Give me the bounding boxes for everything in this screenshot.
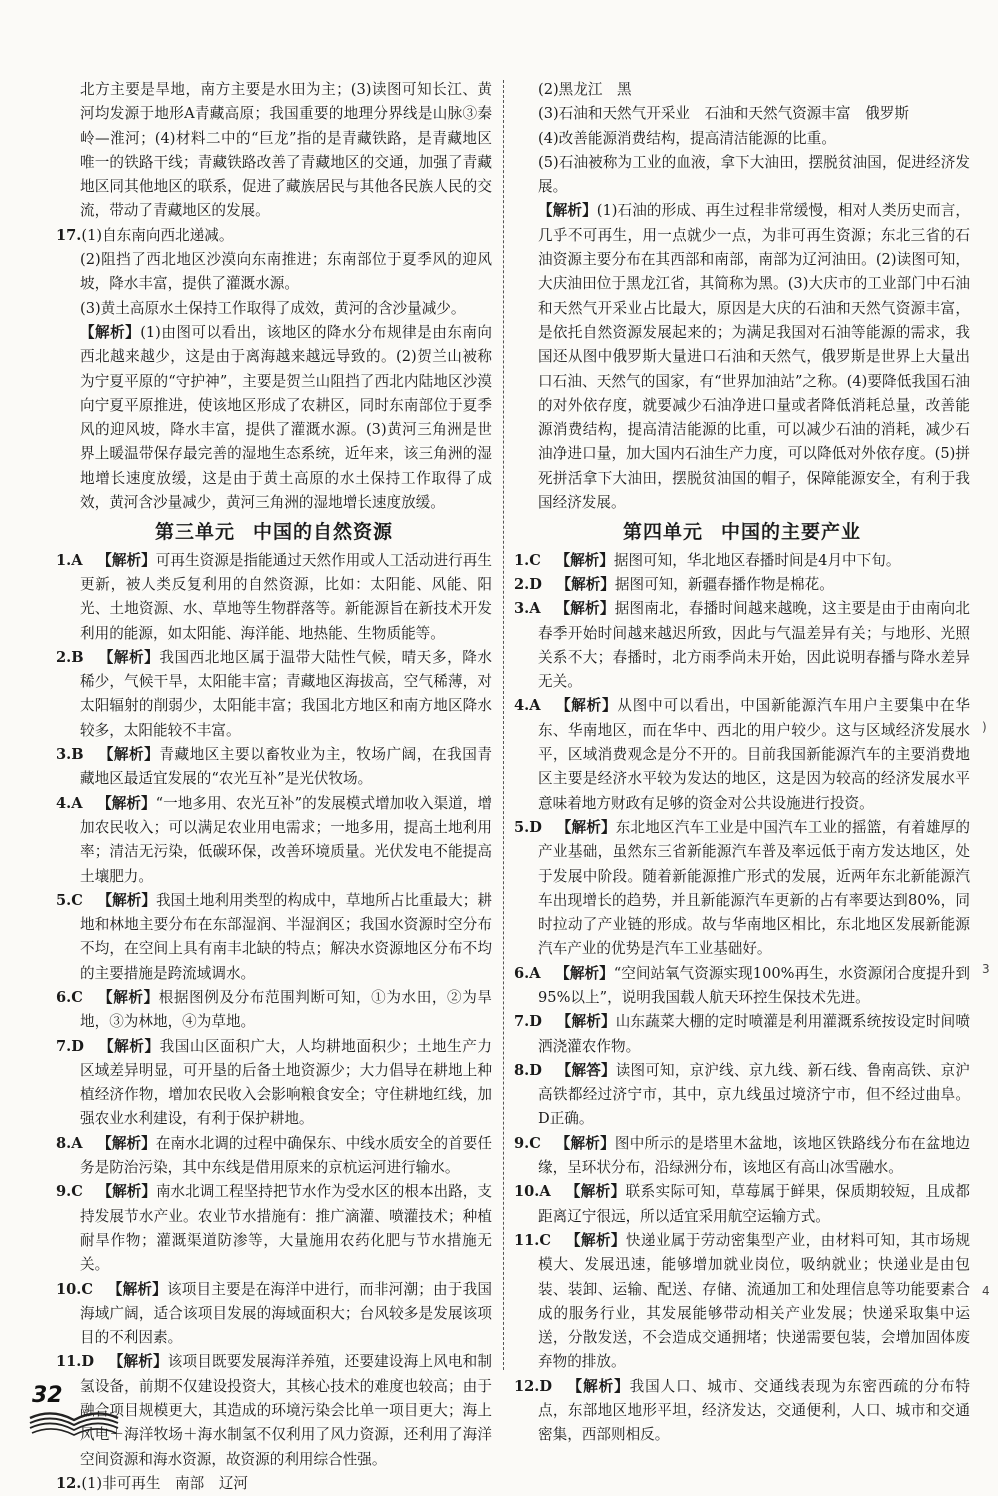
- answer-letter: A: [529, 697, 541, 715]
- item-text: “一地多用、农光互补”的发展模式增加收入渠道，增加农民收入；可以满足农业用电需求；一地多用，提高土地利用率；清洁无污染，低碳环保，改善环境质量。光伏发电不能提高土壤肥力。: [80, 794, 492, 885]
- item-text: 联系实际可知，草莓属于鲜果，保质期较短，且成都距离辽宁很远，所以适宜采用航空运输方式。: [538, 1183, 970, 1225]
- item-text: (1)非可再生 南部 辽河: [81, 1474, 249, 1492]
- question-number: 10.: [56, 1280, 82, 1298]
- item-text: (2)阻挡了西北地区沙漠向东南推进；东南部位于夏季风的迎风坡，降水丰富，提供了灌溉水源。: [80, 251, 492, 293]
- item-text: 从图中可以看出，中国新能源汽车用户主要集中在华东、华南地区，而在华中、西北的用户较少。这与区域经济发展水平，区域消费观念是分不开的。目前我国新能源汽车的主要消费地区主要是经济水平较为发达的地区，这是因为较高的经济发展水平意味着地方财政有足够的资金对公共设施进行投资。: [538, 697, 970, 812]
- edge-mark: 4: [982, 1284, 990, 1298]
- item-text: (1)由图可以看出，该地区的降水分布规律是由东南向西北越来越少，这是由于离海越来越远导致的。(2)贺兰山被称为宁夏平原的“守护神”，主要是贺兰山阻挡了西北内陆地区沙漠向宁夏平原推进，使该地区形成了农耕区，同时东南部位于夏季风的迎风坡，降水丰富，提供了灌溉水源。(3)黄河三角洲是世界上暖温带保存最完善的湿地生态系统，近年来，该三角洲的湿地增长速度放缓，这是由于黄土高原的水土保持工作取得了成效，黄河含沙量减少，黄河三角洲的湿地增长速度放缓。: [80, 323, 492, 512]
- analysis-tag: 【解析】: [565, 1183, 626, 1201]
- item-text: (2)黑龙江 黑: [538, 81, 632, 98]
- question-number: 10.: [514, 1183, 540, 1201]
- answer-letter: A: [71, 1134, 83, 1152]
- answer-item: [514, 1010, 970, 1059]
- item-text: 南水北调工程坚持把节水作为受水区的根本出路，支持发展节水产业。农业节水措施有：推广滴灌、喷灌技术；种植耐旱作物；灌溉渠道防渗等，大量施用农药化肥与节水措施无关。: [80, 1183, 492, 1274]
- answer-letter: B: [71, 648, 84, 666]
- answer-letter: A: [71, 794, 83, 812]
- unit-heading: [514, 520, 970, 544]
- answer-item: [56, 1132, 492, 1181]
- answer-item: [514, 78, 970, 102]
- analysis-tag: 【解析】: [97, 1134, 156, 1152]
- answer-letter: D: [529, 1061, 542, 1079]
- item-text: 我国土地利用类型的构成中，草地所占比重最大；耕地和林地主要分布在东部湿润、半湿润区；我国水资源时空分布不均，在空间上具有南丰北缺的特点；解决水资源地区分布不均的主要措施是跨流域调水。: [80, 891, 492, 982]
- answer-letter: B: [71, 746, 84, 764]
- question-number: 5.: [514, 818, 530, 836]
- unit-label: 第四单元: [622, 521, 703, 544]
- analysis-tag: 【解析】: [97, 794, 156, 812]
- answer-item: [56, 78, 492, 224]
- answer-item: [56, 248, 492, 297]
- unit-label: 第三单元: [154, 521, 235, 544]
- item-text: 我国人口、城市、交通线表现为东密西疏的分布特点，东部地区地形平坦，经济发达，交通便利，人口、城市和交通密集，西部则相反。: [538, 1377, 970, 1444]
- analysis-tag: 【解析】: [98, 648, 160, 666]
- question-number: 9.: [514, 1134, 530, 1152]
- item-text: 读图可知，京沪线、京九线、新石线、鲁南高铁、京沪高铁都经过济宁市，其中，京九线虽过境济宁市，但不经过曲阜。D正确。: [538, 1061, 970, 1128]
- question-number: 3.: [56, 746, 72, 764]
- analysis-tag: 【解析】: [556, 1013, 616, 1031]
- answer-letter: A: [539, 1183, 551, 1201]
- answer-letter: D: [81, 1353, 95, 1371]
- answer-item: [56, 986, 492, 1035]
- analysis-tag: 【解析】: [538, 202, 597, 220]
- unit-heading: [56, 520, 492, 544]
- answer-letter: C: [529, 551, 541, 569]
- answer-letter: D: [529, 1013, 542, 1031]
- analysis-tag: 【解析】: [108, 1353, 168, 1371]
- analysis-tag: 【解析】: [556, 575, 615, 593]
- analysis-tag: 【解析】: [555, 1134, 615, 1152]
- answer-letter: A: [71, 551, 83, 569]
- item-text: 该项目既要发展海洋养殖，还要建设海上风电和制氢设备，前期不仅建设投资大，其核心技术的难度也较高；由于融合项目规模更大，其造成的环境污染会比单一项目更大；海上风电＋海洋牧场＋海水制氢不仅利用了风力资源，还利用了海洋空间资源和海水资源，故资源的利用综合性强。: [80, 1353, 492, 1468]
- item-text: 根据图例及分布范围判断可知，①为水田，②为旱地，③为林地，④为草地。: [80, 988, 492, 1031]
- question-number: 6.: [514, 964, 530, 982]
- answer-letter: A: [529, 964, 541, 982]
- item-text: (1)石油的形成、再生过程非常缓慢，相对人类历史而言，几乎不可再生，用一点就少一点，为非可再生资源；东北三省的石油资源主要分布在其西部和南部，南部为辽河油田。(2)读图可知，大庆油田位于黑龙江省，其简称为黑。(3)大庆市的工业部门中石油和天然气开采业占比最大，原因是大庆的石油和天然气资源丰富，是依托自然资源发展起来的；为满足我国对石油等能源的需求，我国还从图中俄罗斯大量进口石油和天然气，俄罗斯是世界上大量出口石油、天然气的国家，有“世界加油站”之称。(4)要降低我国石油的对外依存度，就要减少石油净进口量或者降低消耗总量，改善能源消费结构，提高清洁能源的比重，可以减少石油的消耗，减少石油净进口量，加大国内石油生产力度，可以降低对外依存度。(5)拼死拼活拿下大油田，摆脱贫油国的帽子，保障能源安全，有利于我国经济发展。: [538, 202, 970, 512]
- analysis-tag: 【解析】: [97, 551, 156, 569]
- question-number: 7.: [56, 1037, 72, 1055]
- answer-letter: D: [529, 575, 542, 593]
- answer-letter: A: [529, 600, 541, 618]
- open-book-icon: [26, 1408, 122, 1438]
- right-column: [514, 78, 970, 1448]
- answer-item: [56, 297, 492, 321]
- question-number: 5.: [56, 891, 72, 909]
- analysis-tag: 【解析】: [97, 988, 159, 1006]
- answer-letter: D: [529, 818, 542, 836]
- unit-title: 中国的主要产业: [721, 521, 862, 544]
- question-number: 8.: [56, 1134, 72, 1152]
- item-text: 北方主要是旱地，南方主要是水田为主；(3)读图可知长江、黄河均发源于地形A青藏高原；我国重要的地理分界线是山脉③秦岭—淮河；(4)材料二中的“巨龙”指的是青藏铁路，是青藏地区唯一的铁路干线；青藏铁路改善了青藏地区的交通，加强了青藏地区同其他地区的联系，促进了藏族居民与其他各民族人民的交流，带动了青藏地区的发展。: [80, 81, 492, 220]
- answer-item: [514, 1180, 970, 1229]
- analysis-tag: 【解析】: [107, 1280, 167, 1298]
- answer-item: [56, 792, 492, 889]
- answer-item: [56, 549, 492, 646]
- left-column: [56, 78, 492, 1496]
- answer-item: [514, 1059, 970, 1132]
- answer-letter: C: [71, 988, 83, 1006]
- answer-item: [514, 1132, 970, 1181]
- item-text: 据图可知，新疆春播作物是棉花。: [614, 575, 834, 593]
- analysis-tag: 【解析】: [97, 891, 156, 909]
- question-number: 6.: [56, 988, 72, 1006]
- question-number: 11.: [56, 1353, 82, 1371]
- question-number: 11.: [514, 1231, 540, 1249]
- question-number: 8.: [514, 1061, 530, 1079]
- item-text: 我国西北地区属于温带大陆性气候，晴天多，降水稀少，气候干旱，太阳能丰富；青藏地区海拔高，空气稀薄，对太阳辐射的削弱少，太阳能丰富；我国北方地区和南方地区降水较多，太阳能较不丰富。: [80, 648, 492, 739]
- answer-item: [514, 127, 970, 151]
- answer-letter: C: [539, 1231, 552, 1249]
- answer-item: [56, 1180, 492, 1277]
- answer-item: [514, 816, 970, 962]
- analysis-tag: 【解析】: [556, 818, 616, 836]
- item-text: 快递业属于劳动密集型产业，由材料可知，其市场规模大、发展迅速，能够增加就业岗位，吸纳就业；快递业是由包装、装卸、运输、配送、存储、流通加工和处理信息等功能要素合成的服务行业，其发展能够带动相关产业发展；快递采取集中运送，分散发送，不会造成交通拥堵；快递需要包装，会增加固体废弃物的排放。: [538, 1231, 970, 1371]
- answer-item: [56, 743, 492, 792]
- answer-letter: C: [81, 1280, 94, 1298]
- analysis-tag: 【解析】: [565, 1231, 626, 1249]
- answer-item: [514, 573, 970, 597]
- column-divider: [503, 80, 504, 1370]
- answer-item: [56, 646, 492, 743]
- item-text: 东北地区汽车工业是中国汽车工业的摇篮，有着雄厚的产业基础，虽然东三省新能源汽车普及率远低于南方发达地区，处于发展中阶段。随着新能源推广形式的发展，近两年东北新能源汽车出现增长的趋势，并且新能源汽车更新的占有率要达到80%，同时拉动了产业链的形成。故与华南地区相比，东北地区发展新能源汽车产业的优势是汽车工业基础好。: [538, 818, 970, 958]
- analysis-tag: 【解析】: [97, 1183, 156, 1201]
- question-number: 4.: [514, 697, 530, 715]
- question-number: 12.: [514, 1377, 540, 1395]
- item-text: 据图可知，华北地区春播时间是4月中下旬。: [613, 551, 901, 569]
- analysis-tag: 【解答】: [556, 1061, 616, 1079]
- item-text: (5)石油被称为工业的血液，拿下大油田，摆脱贫油国，促进经济发展。: [538, 153, 970, 196]
- item-text: 青藏地区主要以畜牧业为主，牧场广阔，在我国青藏地区最适宜发展的“农光互补”是光伏牧场。: [80, 746, 492, 788]
- item-text: 我国山区面积广大，人均耕地面积少；土地生产力区域差异明显，可开垦的后备土地资源少；大力倡导在耕地上种植经济作物，增加农民收入会影响粮食安全；守住耕地红线，加强农业水利建设，有利于保护耕地。: [80, 1037, 492, 1128]
- edge-mark: 3: [982, 962, 990, 976]
- answer-item: [514, 199, 970, 515]
- analysis-tag: 【解析】: [555, 600, 615, 618]
- item-text: 山东蔬菜大棚的定时喷灌是利用灌溉系统按设定时间喷洒浇灌农作物。: [538, 1013, 970, 1055]
- answer-letter: C: [529, 1134, 541, 1152]
- item-text: 据图南北，春播时间越来越晚，这主要是由于由南向北春季开始时间越来越迟所致，因此与气温差异有关；与地形、光照关系不大；春播时，北方雨季尚未开始，因此说明春播与降水差异无关。: [538, 600, 970, 691]
- answer-item: [514, 151, 970, 200]
- answer-letter: D: [539, 1377, 553, 1395]
- question-number: 3.: [514, 600, 530, 618]
- answer-item: [514, 962, 970, 1011]
- question-number: 17.: [56, 226, 82, 244]
- answer-item: [514, 694, 970, 815]
- item-text: 该项目主要是在海洋中进行，而非河潮；由于我国海域广阔，适合该项目发展的海域面积大；台风较多是发展该项目的不利因素。: [80, 1280, 492, 1347]
- item-text: 图中所示的是塔里木盆地，该地区铁路线分布在盆地边缘，呈环状分布，沿绿洲分布，该地区有高山冰雪融水。: [538, 1134, 970, 1177]
- item-text: 在南水北调的过程中确保东、中线水质安全的首要任务是防治污染，其中东线是借用原来的京杭运河进行输水。: [80, 1134, 492, 1177]
- item-text: (4)改善能源消费结构，提高清洁能源的比重。: [538, 129, 836, 147]
- analysis-tag: 【解析】: [98, 746, 160, 764]
- answer-item: [514, 1229, 970, 1375]
- question-number: 12.: [56, 1474, 82, 1492]
- analysis-tag: 【解析】: [555, 697, 618, 715]
- answer-item: [56, 1278, 492, 1351]
- answer-item: [514, 549, 970, 573]
- answer-item: [56, 1035, 492, 1132]
- item-text: (3)黄土高原水土保持工作取得了成效，黄河的含沙量减少。: [80, 299, 466, 317]
- analysis-tag: 【解析】: [566, 1377, 630, 1395]
- item-text: “空间站氧气资源实现100%再生，水资源闭合度提升到95%以上”，说明我国载人航天环控生保技术先进。: [538, 964, 970, 1006]
- answer-item: [56, 889, 492, 986]
- edge-mark: ): [982, 720, 987, 734]
- question-number: 7.: [514, 1013, 530, 1031]
- answer-letter: C: [71, 1183, 83, 1201]
- answer-item: [514, 597, 970, 694]
- answer-letter: C: [71, 891, 83, 909]
- question-number: 1.: [56, 551, 72, 569]
- answer-item: [514, 102, 970, 126]
- analysis-tag: 【解析】: [80, 323, 141, 341]
- item-text: 可再生资源是指能通过天然作用或人工活动进行再生更新，被人类反复利用的自然资源，比如：太阳能、风能、阳光、土地资源、水、草地等生物群落等。新能源旨在新技术开发利用的能源，如太阳能、海洋能、地热能、生物质能等。: [80, 551, 492, 642]
- item-text: (1)自东南向西北递减。: [81, 226, 234, 244]
- unit-title: 中国的自然资源: [253, 521, 394, 544]
- question-number: 2.: [56, 648, 72, 666]
- analysis-tag: 【解析】: [555, 964, 614, 982]
- question-number: 4.: [56, 794, 72, 812]
- question-number: 1.: [514, 551, 530, 569]
- question-number: 9.: [56, 1183, 72, 1201]
- answer-item: [56, 1472, 492, 1496]
- answer-letter: D: [71, 1037, 84, 1055]
- item-text: (3)石油和天然气开采业 石油和天然气资源丰富 俄罗斯: [538, 105, 909, 123]
- answer-item: [514, 1375, 970, 1448]
- analysis-tag: 【解析】: [555, 551, 614, 569]
- answer-item: [56, 321, 492, 515]
- page-number: 32: [32, 1383, 63, 1408]
- analysis-tag: 【解析】: [98, 1037, 160, 1055]
- question-number: 2.: [514, 575, 530, 593]
- answer-item: [56, 224, 492, 248]
